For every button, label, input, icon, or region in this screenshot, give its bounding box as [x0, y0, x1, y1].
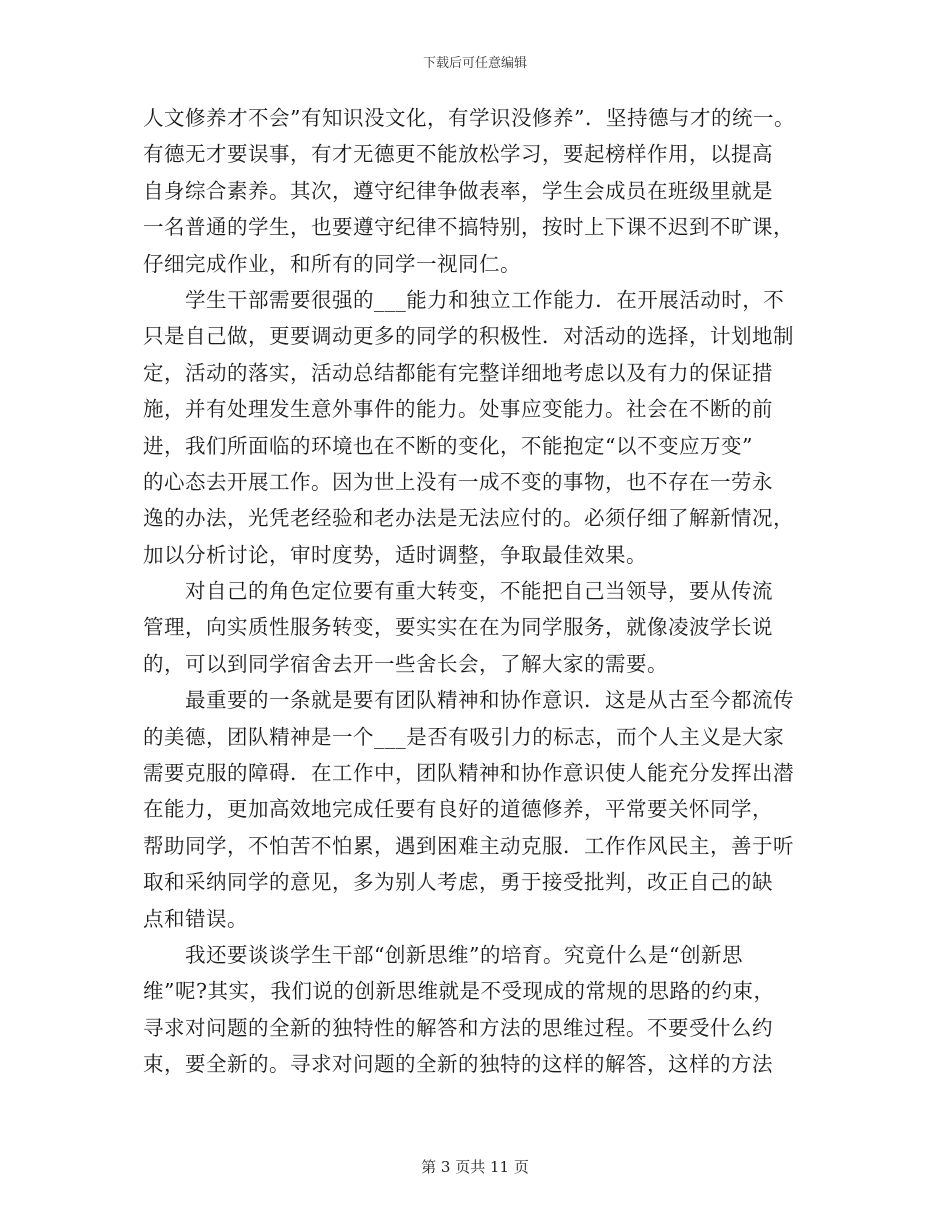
- text-line: 施，并有处理发生意外事件的能力。处事应变能力。社会在不断的前: [143, 397, 773, 422]
- text-line: 逸的办法，光凭老经验和老办法是无法应付的。必须仔细了解新情况，: [143, 506, 794, 531]
- text-line: 寻求对问题的全新的独特性的解答和方法的思维过程。不要受什么约: [143, 1015, 773, 1040]
- text-line: 帮助同学，不怕苦不怕累，遇到困难主动克服．工作作风民主，善于听: [143, 833, 794, 858]
- page-footer: 第 3 页共 11 页: [421, 1158, 529, 1176]
- text-line: 的，可以到同学宿舍去开一些舍长会，了解大家的需要。: [143, 651, 668, 676]
- text-line: 束，要全新的。寻求对问题的全新的独特的这样的解答，这样的方法: [143, 1052, 773, 1077]
- text-line: 的心态去开展工作。因为世上没有一成不变的事物，也不存在一劳永: [143, 469, 773, 494]
- text-line: 最重要的一条就是要有团队精神和协作意识．这是从古至今都流传: [185, 688, 794, 713]
- text-line: 进，我们所面临的环境也在不断的变化，不能抱定“以不变应万变”: [143, 433, 753, 458]
- text-line: 在能力，更加高效地完成任要有良好的道德修养，平常要关怀同学，: [143, 797, 773, 822]
- text-line: 维”呢?其实，我们说的创新思维就是不受现成的常规的思路的约束，: [143, 979, 775, 1004]
- text-line: 仔细完成作业，和所有的同学一视同仁。: [143, 251, 521, 276]
- text-line: 定，活动的落实，活动总结都能有完整详细地考虑以及有力的保证措: [143, 360, 773, 385]
- text-line: 有德无才要误事，有才无德更不能放松学习，要起榜样作用，以提高: [143, 142, 773, 167]
- text-line: 自身综合素养。其次，遵守纪律争做表率，学生会成员在班级里就是: [143, 178, 773, 203]
- text-line: 人文修养才不会”有知识没文化，有学识没修养”．坚持德与才的统一。: [143, 106, 795, 130]
- text-line: 的美德，团队精神是一个___是否有吸引力的标志，而个人主义是大家: [143, 724, 785, 749]
- text-line: 我还要谈谈学生干部“创新思维”的培育。究竟什么是“创新思: [185, 942, 743, 967]
- text-line: 学生干部需要很强的___能力和独立工作能力．在开展活动时，不: [185, 287, 785, 312]
- text-line: 点和错误。: [143, 906, 248, 931]
- page-header: 下载后可任意编辑: [422, 56, 527, 71]
- text-line: 对自己的角色定位要有重大转变，不能把自己当领导，要从传流: [185, 579, 773, 604]
- text-line: 加以分析讨论，审时度势，适时调整，争取最佳效果。: [143, 542, 647, 567]
- document-body: [143, 100, 803, 1083]
- text-line: 管理，向实质性服务转变，要实实在在为同学服务，就像凌波学长说: [143, 615, 773, 640]
- text-line: 只是自己做，更要调动更多的同学的积极性．对活动的选择，计划地制: [143, 324, 794, 349]
- text-line: 取和采纳同学的意见，多为别人考虑，勇于接受批判，改正自己的缺: [143, 870, 773, 895]
- text-line: 需要克服的障碍．在工作中，团队精神和协作意识使人能充分发挥出潜: [143, 761, 794, 786]
- text-line: 一名普通的学生，也要遵守纪律不搞特别，按时上下课不迟到不旷课，: [143, 215, 794, 240]
